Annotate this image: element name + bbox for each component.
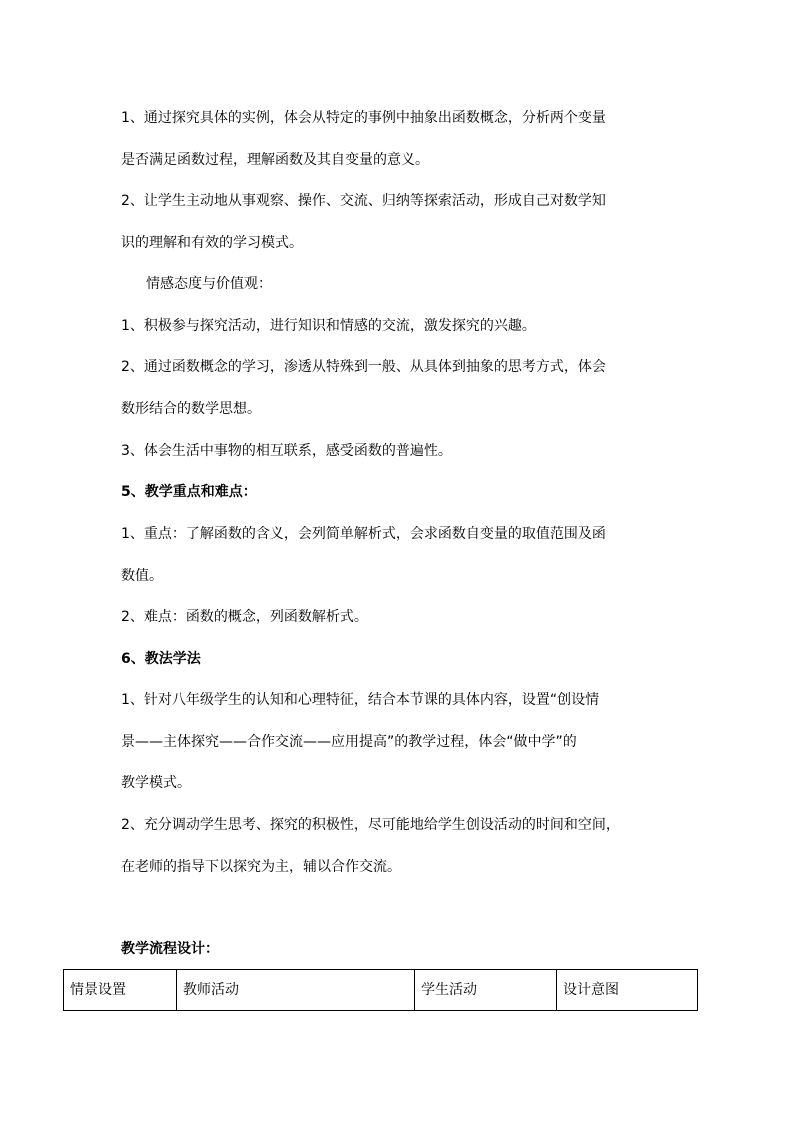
- objective-item-2-line-2: 识的理解和有效的学习模式。: [121, 235, 303, 251]
- method-item-1-line-3: 教学模式。: [121, 775, 191, 791]
- method-item-2-line-1: 2、充分调动学生思考、探究的积极性，尽可能地给学生创设活动的时间和空间，: [121, 817, 620, 833]
- affective-item-1: 1、积极参与探究活动，进行知识和情感的交流，激发探究的兴趣。: [121, 318, 536, 334]
- affective-heading: 情感态度与价值观：: [146, 276, 272, 292]
- method-item-1-line-1: 1、针对八年级学生的认知和心理特征，结合本节课的具体内容，设置“创设情: [121, 692, 600, 708]
- affective-item-2-line-2: 数形结合的数学思想。: [121, 401, 261, 417]
- column-header-scenario: 情景设置: [64, 970, 177, 1011]
- objective-item-1-line-2: 是否满足函数过程，理解函数及其自变量的意义。: [121, 152, 429, 168]
- table-row: [64, 970, 698, 1011]
- affective-item-2-line-1: 2、通过函数概念的学习，渗透从特殊到一般、从具体到抽象的思考方式，体会: [121, 359, 606, 375]
- objective-item-2-line-1: 2、让学生主动地从事观察、操作、交流、归纳等探索活动，形成自己对数学知: [121, 193, 606, 209]
- key-points-heading: 5、教学重点和难点：: [121, 484, 257, 500]
- objective-item-1-line-1: 1、通过探究具体的实例，体会从特定的事例中抽象出函数概念，分析两个变量: [121, 110, 606, 126]
- methods-heading: 6、教法学法: [121, 651, 201, 667]
- column-header-student-activity: 学生活动: [415, 970, 557, 1011]
- key-point-item-1-line-2: 数值。: [121, 568, 163, 584]
- method-item-2-line-2: 在老师的指导下以探究为主，辅以合作交流。: [121, 859, 401, 875]
- flow-table: [63, 969, 698, 1011]
- column-header-design-intent: 设计意图: [557, 970, 698, 1011]
- column-header-teacher-activity: 教师活动: [177, 970, 415, 1011]
- method-item-1-line-2: 景——主体探究——合作交流——应用提高”的教学过程，体会“做中学”的: [121, 734, 577, 750]
- affective-item-3: 3、体会生活中事物的相互联系，感受函数的普遍性。: [121, 443, 452, 459]
- flow-heading: 教学流程设计：: [121, 941, 219, 957]
- key-point-item-1-line-1: 1、重点：了解函数的含义，会列简单解析式，会求函数自变量的取值范围及函: [121, 526, 606, 542]
- key-point-item-2: 2、难点：函数的概念，列函数解析式。: [121, 609, 368, 625]
